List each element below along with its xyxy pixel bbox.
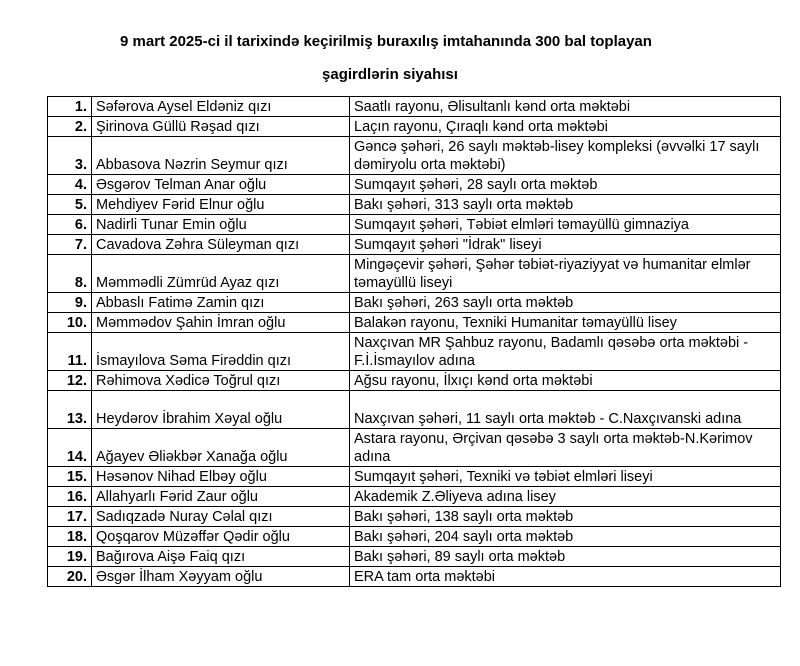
- student-name: Ağayev Əliəkbər Xanağa oğlu: [92, 429, 350, 467]
- school-name: Bakı şəhəri, 89 saylı orta məktəb: [350, 547, 781, 567]
- student-name: Məmmədli Zümrüd Ayaz qızı: [92, 255, 350, 293]
- row-number: 14.: [48, 429, 92, 467]
- school-name: Bakı şəhəri, 204 saylı orta məktəb: [350, 527, 781, 547]
- school-name: Gəncə şəhəri, 26 saylı məktəb-lisey kompleksi (əvvəlki 17 saylı dəmiryolu orta məktəbi): [350, 137, 781, 175]
- row-number: 13.: [48, 391, 92, 429]
- student-name: Şirinova Güllü Rəşad qızı: [92, 117, 350, 137]
- student-name: Rəhimova Xədicə Toğrul qızı: [92, 371, 350, 391]
- school-name: Sumqayıt şəhəri "İdrak" liseyi: [350, 235, 781, 255]
- student-name: Sadıqzadə Nuray Cəlal qızı: [92, 507, 350, 527]
- table-row: [48, 293, 781, 313]
- row-number: 9.: [48, 293, 92, 313]
- table-row: [48, 175, 781, 195]
- student-name: Abbaslı Fatimə Zamin qızı: [92, 293, 350, 313]
- student-name: İsmayılova Səma Firəddin qızı: [92, 333, 350, 371]
- school-name: Balakən rayonu, Texniki Humanitar təmayüllü lisey: [350, 313, 781, 333]
- student-name: Heydərov İbrahim Xəyal oğlu: [92, 391, 350, 429]
- row-number: 1.: [48, 97, 92, 117]
- student-name: Həsənov Nihad Elbəy oğlu: [92, 467, 350, 487]
- table-row: [48, 255, 781, 293]
- student-name: Əsgər İlham Xəyyam oğlu: [92, 567, 350, 587]
- school-name: Akademik Z.Əliyeva adına lisey: [350, 487, 781, 507]
- student-name: Abbasova Nəzrin Seymur qızı: [92, 137, 350, 175]
- students-table: [47, 96, 781, 587]
- school-name: ERA tam orta məktəbi: [350, 567, 781, 587]
- student-name: Qoşqarov Müzəffər Qədir oğlu: [92, 527, 350, 547]
- school-name: Saatlı rayonu, Əlisultanlı kənd orta məktəbi: [350, 97, 781, 117]
- row-number: 6.: [48, 215, 92, 235]
- student-name: Allahyarlı Fərid Zaur oğlu: [92, 487, 350, 507]
- table-row: [48, 527, 781, 547]
- table-row: [48, 547, 781, 567]
- school-name: Sumqayıt şəhəri, 28 saylı orta məktəb: [350, 175, 781, 195]
- table-row: [48, 429, 781, 467]
- student-name: Məmmədov Şahin İmran oğlu: [92, 313, 350, 333]
- row-number: 3.: [48, 137, 92, 175]
- school-name: Laçın rayonu, Çıraqlı kənd orta məktəbi: [350, 117, 781, 137]
- document-subtitle: şagirdlərin siyahısı: [322, 66, 458, 83]
- school-name: Mingəçevir şəhəri, Şəhər təbiət-riyaziyyat və humanitar elmlər təmayüllü liseyi: [350, 255, 781, 293]
- row-number: 19.: [48, 547, 92, 567]
- student-name: Nadirli Tunar Emin oğlu: [92, 215, 350, 235]
- table-row: [48, 97, 781, 117]
- school-name: Naxçıvan şəhəri, 11 saylı orta məktəb - C.Naxçıvanski adına: [350, 391, 781, 429]
- row-number: 12.: [48, 371, 92, 391]
- table-row: [48, 215, 781, 235]
- school-name: Bakı şəhəri, 138 saylı orta məktəb: [350, 507, 781, 527]
- student-name: Səfərova Aysel Eldəniz qızı: [92, 97, 350, 117]
- student-name: Mehdiyev Fərid Elnur oğlu: [92, 195, 350, 215]
- row-number: 16.: [48, 487, 92, 507]
- row-number: 5.: [48, 195, 92, 215]
- student-name: Cavadova Zəhra Süleyman qızı: [92, 235, 350, 255]
- table-row: [48, 391, 781, 429]
- school-name: Ağsu rayonu, İlxıçı kənd orta məktəbi: [350, 371, 781, 391]
- table-row: [48, 507, 781, 527]
- table-row: [48, 117, 781, 137]
- student-name: Bağırova Aişə Faiq qızı: [92, 547, 350, 567]
- row-number: 4.: [48, 175, 92, 195]
- table-row: [48, 333, 781, 371]
- row-number: 17.: [48, 507, 92, 527]
- school-name: Sumqayıt şəhəri, Təbiət elmləri təmayüllü gimnaziya: [350, 215, 781, 235]
- school-name: Bakı şəhəri, 263 saylı orta məktəb: [350, 293, 781, 313]
- school-name: Naxçıvan MR Şahbuz rayonu, Badamlı qəsəbə orta məktəbi - F.İ.İsmayılov adına: [350, 333, 781, 371]
- row-number: 8.: [48, 255, 92, 293]
- row-number: 15.: [48, 467, 92, 487]
- table-row: [48, 371, 781, 391]
- row-number: 11.: [48, 333, 92, 371]
- table-row: [48, 195, 781, 215]
- table-row: [48, 567, 781, 587]
- table-row: [48, 467, 781, 487]
- school-name: Bakı şəhəri, 313 saylı orta məktəb: [350, 195, 781, 215]
- table-row: [48, 235, 781, 255]
- school-name: Astara rayonu, Ərçivan qəsəbə 3 saylı orta məktəb-N.Kərimov adına: [350, 429, 781, 467]
- row-number: 20.: [48, 567, 92, 587]
- document-title: 9 mart 2025-ci il tarixində keçirilmiş buraxılış imtahanında 300 bal toplayan: [120, 33, 652, 50]
- table-row: [48, 137, 781, 175]
- row-number: 2.: [48, 117, 92, 137]
- row-number: 7.: [48, 235, 92, 255]
- row-number: 10.: [48, 313, 92, 333]
- table-row: [48, 487, 781, 507]
- table-row: [48, 313, 781, 333]
- school-name: Sumqayıt şəhəri, Texniki və təbiət elmləri liseyi: [350, 467, 781, 487]
- student-name: Əsgərov Telman Anar oğlu: [92, 175, 350, 195]
- row-number: 18.: [48, 527, 92, 547]
